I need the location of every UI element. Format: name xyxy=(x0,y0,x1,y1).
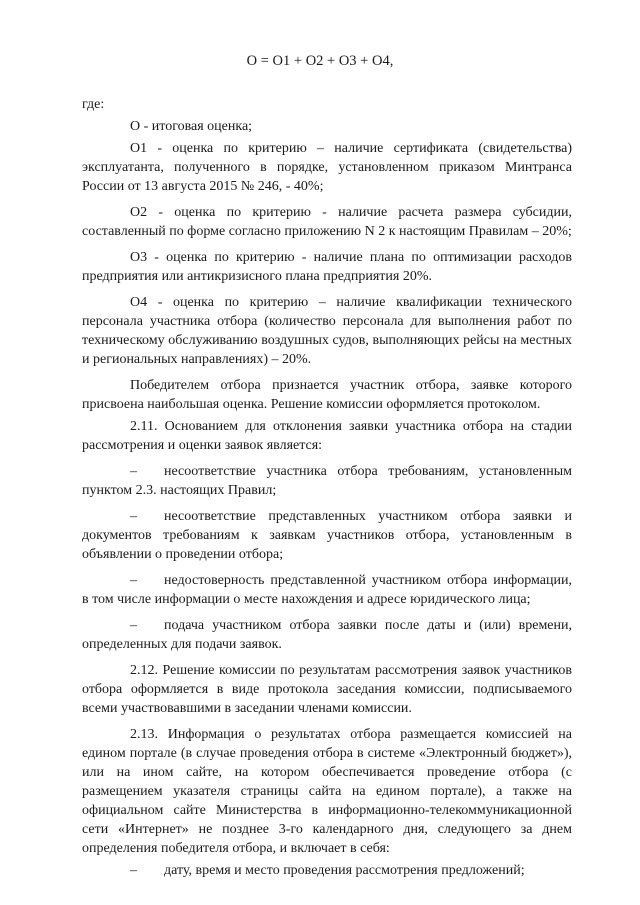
list-item-text: дату, время и место проведения рассмотрения предложений; xyxy=(164,863,525,878)
section-2-11: 2.11. Основанием для отклонения заявки участника отбора на стадии рассмотрения и оценки заявок является: xyxy=(82,419,572,453)
o3-definition: О3 - оценка по критерию - наличие плана по оптимизации расходов предприятия или антикризисного плана предприятия 20%. xyxy=(82,250,572,284)
list-item-text: несоответствие участника отбора требованиям, установленным пунктом 2.3. настоящих Правил; xyxy=(82,464,572,498)
list-item xyxy=(82,861,572,880)
list-item-text: несоответствие представленных участником отбора заявки и документов требованиям к заявкам участников отбора, установленным в объявлении о проведении отбора; xyxy=(82,509,572,562)
section-2-13: 2.13. Информация о результатах отбора размещается комиссией на едином портале (в случае проведения отбора в системе «Электронный бюджет»), или на ином сайте, на котором обеспечивается проведение отбора (с размещением указателя страницы сайта на едином портале), а также на официальном сайте Министерства в информационно-телекоммуникационной сети «Интернет» не позднее 3-го календарного дня, следующего за днем определения победителя отбора, и включает в себя: xyxy=(82,727,572,856)
dash-marker: – xyxy=(130,863,137,878)
where-label: где: xyxy=(82,97,105,112)
dash-marker: – xyxy=(130,573,137,588)
dash-marker: – xyxy=(130,464,137,479)
section-2-12: 2.12. Решение комиссии по результатам рассмотрения заявок участников отбора оформляется в виде протокола заседания комиссии, подписываемого всеми участвовавшими в заседании членами комиссии. xyxy=(82,663,572,716)
winner-paragraph: Победителем отбора признается участник отбора, заявке которого присвоена наибольшая оценка. Решение комиссии оформляется протоколом. xyxy=(82,378,572,412)
document-body xyxy=(82,95,572,880)
list-item-text: недостоверность представленной участником отбора информации, в том числе информации о месте нахождения и адресе юридического лица; xyxy=(82,573,572,607)
dash-marker: – xyxy=(130,509,137,524)
dash-marker: – xyxy=(130,618,137,633)
list-item xyxy=(82,507,572,564)
o1-definition: О1 - оценка по критерию – наличие сертификата (свидетельства) эксплуатанта, полученного в порядке, установленном приказом Минтранса России от 13 августа 2015 № 246, - 40%; xyxy=(82,141,572,194)
o-definition: О - итоговая оценка; xyxy=(130,119,253,134)
o4-definition: О4 - оценка по критерию – наличие квалификации технического персонала участника отбора (количество персонала для выполнения работ по техническому обслуживанию воздушных судов, выполняющих рейсы на местных и региональных направлениях) – 20%. xyxy=(82,295,572,367)
o2-definition: О2 - оценка по критерию - наличие расчета размера субсидии, составленный по форме согласно приложению N 2 к настоящим Правилам – 20%; xyxy=(82,205,572,239)
list-item xyxy=(82,462,572,500)
list-item-text: подача участником отбора заявки после даты и (или) времени, определенных для подачи заявок. xyxy=(82,618,572,652)
list-item xyxy=(82,571,572,609)
formula: О = О1 + О2 + О3 + О4, xyxy=(246,53,394,69)
list-item xyxy=(82,616,572,654)
